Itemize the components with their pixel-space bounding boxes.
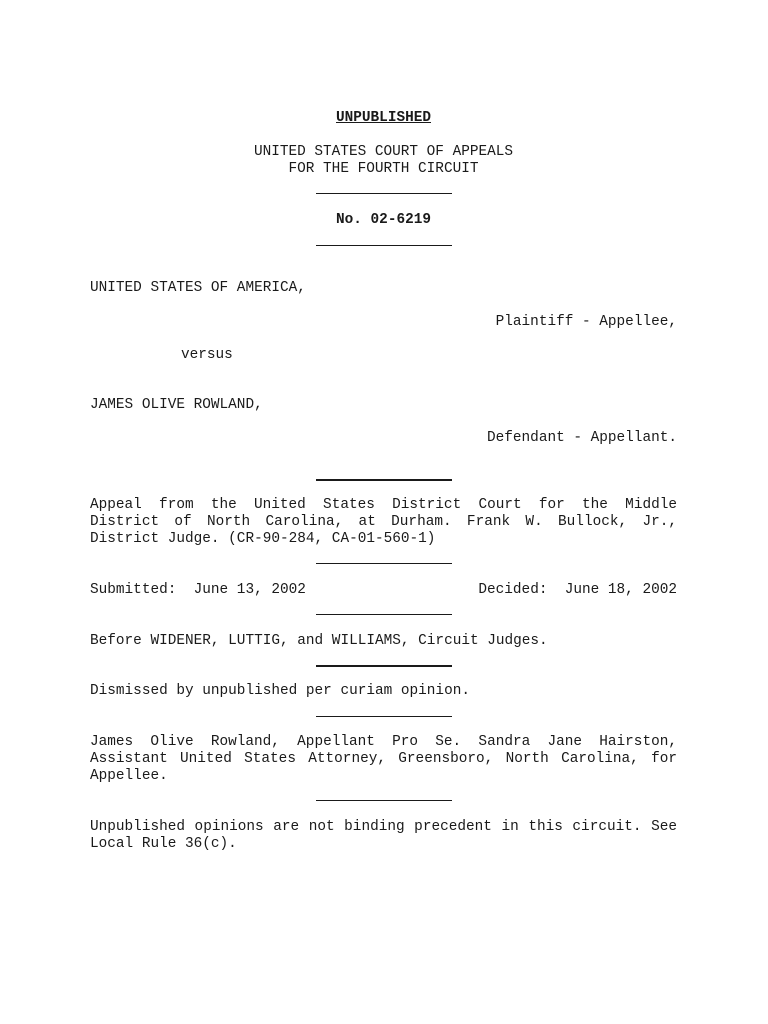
plaintiff-name: UNITED STATES OF AMERICA, — [90, 280, 306, 296]
divider — [316, 193, 452, 194]
versus-label: versus — [181, 347, 233, 363]
divider — [316, 614, 452, 615]
disposition: Dismissed by unpublished per curiam opinion. — [90, 683, 470, 699]
plaintiff-role: Plaintiff - Appellee, — [495, 314, 677, 330]
counsel-paragraph: James Olive Rowland, Appellant Pro Se. Sandra Jane Hairston, Assistant United States Attorney, Greensboro, North Carolina, for Appellee. — [90, 734, 677, 784]
defendant-role: Defendant - Appellant. — [487, 430, 677, 446]
divider — [316, 716, 452, 717]
case-number: No. 02-6219 — [336, 212, 431, 228]
divider — [316, 800, 452, 801]
decided-date: Decided: June 18, 2002 — [478, 582, 677, 598]
defendant-name: JAMES OLIVE ROWLAND, — [90, 397, 263, 413]
court-name-line1: UNITED STATES COURT OF APPEALS — [253, 144, 514, 160]
divider — [316, 563, 452, 564]
court-name-line2: FOR THE FOURTH CIRCUIT — [288, 161, 479, 177]
divider — [316, 245, 452, 246]
publication-status: UNPUBLISHED — [336, 110, 431, 126]
panel-judges: Before WIDENER, LUTTIG, and WILLIAMS, Circuit Judges. — [90, 633, 548, 649]
precedent-notice: Unpublished opinions are not binding precedent in this circuit. See Local Rule 36(c). — [90, 819, 677, 852]
appeal-paragraph: Appeal from the United States District Court for the Middle District of North Carolina, at Durham. Frank W. Bullock, Jr., District Judge. (CR-90-284, CA-01-560-1) — [90, 497, 677, 547]
divider — [316, 665, 452, 667]
divider — [316, 479, 452, 481]
submitted-date: Submitted: June 13, 2002 — [90, 582, 306, 598]
